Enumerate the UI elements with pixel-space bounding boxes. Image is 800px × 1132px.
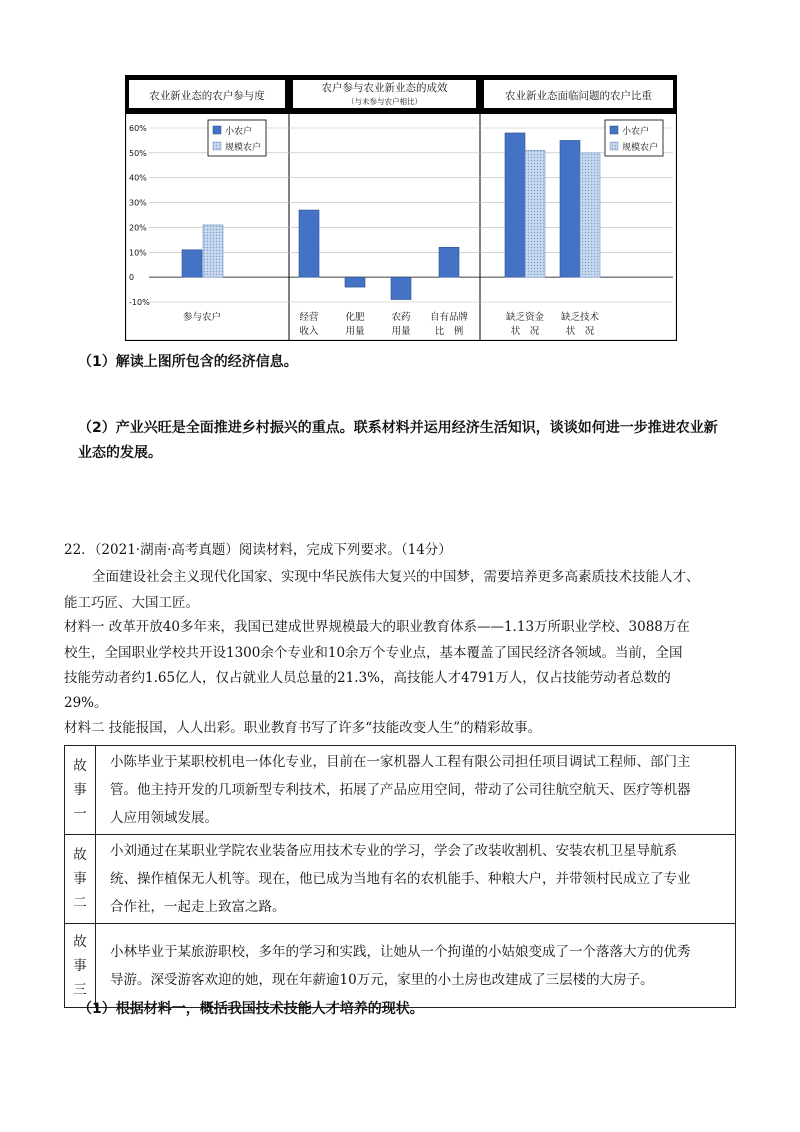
category-label: 化肥 <box>345 312 365 323</box>
legend-swatch-scale <box>610 142 618 150</box>
material1-line1: 材料一 改革开放40多年来，我国已建成世界规模最大的职业教育体系——1.13万所职业学校、3088万在 <box>64 619 690 635</box>
intro-line1: 全面建设社会主义现代化国家、实现中华民族伟大复兴的中国梦，需要培养更多高素质技术技能人才、 <box>92 569 700 585</box>
story-content: 小陈毕业于某职校机电一体化专业，目前在一家机器人工程有限公司担任项目调试工程师、部门主 管。他主持开发的几项新型专利技术，拓展了产品应用空间，带动了公司往航空航天、医疗等机器 人应用领域发展。 <box>96 746 736 835</box>
story-label: 故 事 三 <box>65 924 96 1008</box>
material1-line2: 校生，全国职业学校共开设1300余个专业和10余万个专业点，基本覆盖了国民经济各领域。当前，全国 <box>64 645 683 661</box>
category-label: 用量 <box>391 326 411 337</box>
legend-label-small: 小农户 <box>622 127 650 137</box>
bar-small-farmers <box>345 277 365 287</box>
bar-small-farmers <box>299 210 319 277</box>
question-2-line2: 业态的发展。 <box>78 445 162 461</box>
legend-swatch-small <box>213 126 221 134</box>
bar-scale-farmers <box>203 225 223 277</box>
bar-small-farmers <box>505 133 525 277</box>
panel-title: 农业新业态的农户参与度 <box>149 90 265 102</box>
story-row <box>65 746 736 835</box>
material1-line3: 技能劳动者约1.65亿人，仅占就业人员总量的21.3%，高技能人才4791万人，仅占技能劳动者总数的 <box>64 670 671 686</box>
y-tick-label: 50% <box>129 148 147 158</box>
y-tick-label: -10% <box>129 298 150 307</box>
story-content: 小刘通过在某职业学院农业装备应用技术专业的学习，学会了改装收割机、安装农机卫星导航系 统、操作植保无人机等。现在，他已成为当地有名的农机能手、种粮大户，并带领村民成立了专业 合作社，一起走上致富之路。 <box>96 835 736 924</box>
category-label: 缺乏技术 <box>560 312 600 323</box>
agri-chart <box>125 75 677 341</box>
question-22-1: （1）根据材料一，概括我国技术技能人才培养的现状。 <box>78 1001 424 1017</box>
category-label: 比 例 <box>434 326 464 337</box>
category-label: 缺乏资金 <box>505 312 545 323</box>
bar-small-farmers <box>391 277 411 299</box>
category-label: 收入 <box>299 326 319 337</box>
story-label: 故 事 二 <box>65 835 96 924</box>
bar-small-farmers <box>182 250 202 277</box>
legend-label-scale: 规模农户 <box>622 143 659 153</box>
y-tick-label: 0 <box>129 273 135 283</box>
legend-swatch-small <box>610 126 618 134</box>
intro-line2: 能工巧匠、大国工匠。 <box>64 595 199 611</box>
category-label: 农药 <box>391 312 411 323</box>
material2: 材料二 技能报国，人人出彩。职业教育书写了许多“技能改变人生”的精彩故事。 <box>64 720 542 736</box>
category-label: 状 况 <box>565 326 595 337</box>
question-1: （1）解读上图所包含的经济信息。 <box>78 354 298 370</box>
panel-title: 农户参与农业新业态的成效 <box>321 82 448 94</box>
category-label: 参与农户 <box>182 312 222 323</box>
material1-line4: 29%。 <box>64 695 108 711</box>
story-label: 故 事 一 <box>65 746 96 835</box>
bar-small-farmers <box>439 247 459 277</box>
category-label: 状 况 <box>510 326 540 337</box>
y-tick-label: 30% <box>129 198 147 208</box>
panel-subtitle: （与未参与农户相比） <box>347 97 422 106</box>
y-tick-label: 20% <box>129 223 147 233</box>
bar-scale-farmers <box>580 153 600 277</box>
story-row <box>65 835 736 924</box>
legend-label-scale: 规模农户 <box>225 143 262 153</box>
category-label: 自有品牌 <box>429 312 469 323</box>
y-tick-label: 60% <box>129 124 147 133</box>
stories-table <box>64 745 736 1008</box>
bar-scale-farmers <box>525 150 545 277</box>
y-tick-label: 40% <box>129 173 147 183</box>
story-row <box>65 924 736 1008</box>
bar-small-farmers <box>560 140 580 277</box>
panel-title: 农业新业态面临问题的农户比重 <box>505 90 652 102</box>
question-2-line1: （2）产业兴旺是全面推进乡村振兴的重点。联系材料并运用经济生活知识，谈谈如何进一步推进农业新 <box>78 420 718 436</box>
y-tick-label: 10% <box>129 248 147 258</box>
legend-swatch-scale <box>213 142 221 150</box>
category-label: 经营 <box>299 312 319 323</box>
legend-label-small: 小农户 <box>225 127 253 137</box>
category-label: 用量 <box>345 326 365 337</box>
question-22-header: 22．（2021·湖南·高考真题）阅读材料，完成下列要求。（14分） <box>64 542 452 558</box>
story-content: 小林毕业于某旅游职校，多年的学习和实践，让她从一个拘谨的小姑娘变成了一个落落大方的优秀 导游。深受游客欢迎的她，现在年薪逾10万元，家里的小土房也改建成了三层楼的大房子。 <box>96 924 736 1008</box>
